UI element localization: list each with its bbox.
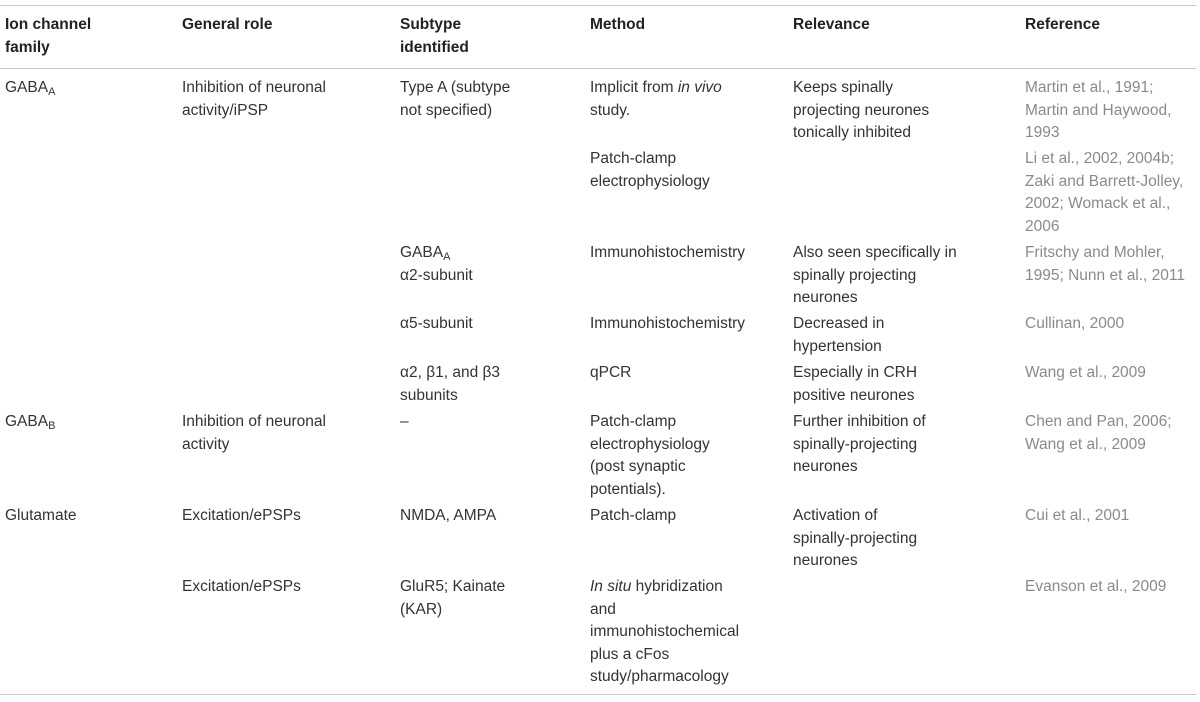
method-text: potentials). [590,480,666,498]
method-text: study/pharmacology [590,668,729,685]
header-ion-channel-family [5,14,91,59]
subtype-alpha2-beta1-beta3 [400,362,500,407]
relevance-text: spinally projecting [793,266,917,284]
relevance-text: Decreased in [793,315,885,332]
relevance-text: Further inhibition of [793,413,926,430]
method-text: immunohistochemical [590,623,740,640]
relevance-text: neurones [793,289,858,306]
method-qpcr: qPCR [590,364,632,381]
method-text: Patch-clamp [590,413,677,430]
family-subscript: B [48,420,56,432]
subtype-text: α2, β1, and β3 [400,364,501,381]
family-gaba-b [5,411,55,434]
family-gaba-a [5,77,55,100]
method-text: (post synaptic [590,458,686,475]
method-text: electrophysiology [590,435,710,453]
role-text: Inhibition of neuronal [182,413,326,430]
subtype-text: α2-subunit [400,266,473,284]
family-subscript: A [48,86,56,98]
subtype-text: GluR5; Kainate [400,578,506,595]
reference-text: Zaki and Barrett-Jolley, [1025,172,1184,190]
relevance-further-inhibition [793,411,926,479]
method-immunohistochemistry: Immunohistochemistry [590,244,746,261]
header-subtype-identified [400,14,469,59]
reference-wang: Wang et al., 2009 [1025,364,1146,381]
relevance-text: spinally-projecting [793,529,918,547]
relevance-text: tonically inhibited [793,124,912,141]
method-text: and [590,600,616,618]
relevance-text: neurones [793,458,858,475]
reference-text: Martin and Haywood, [1025,101,1172,119]
reference-text: 2002; Womack et al., [1025,195,1171,212]
bottom-rule [0,694,1196,695]
subtype-text: subunits [400,386,458,404]
reference-text: Martin et al., 1991; [1025,79,1154,96]
role-excitation: Excitation/ePSPs [182,578,301,595]
subtype-none: – [400,413,409,430]
method-implicit-in-vivo [590,77,722,122]
role-text: activity/iPSP [182,101,269,119]
reference-martin [1025,77,1171,145]
reference-text: Chen and Pan, 2006; [1025,413,1172,430]
reference-fritschy-nunn [1025,242,1185,287]
method-text: Patch-clamp [590,150,677,167]
relevance-spinally-projecting [793,242,957,310]
header-text: identified [400,38,469,56]
relevance-text: Especially in CRH [793,364,918,381]
reference-text: 1995; Nunn et al., 2011 [1025,266,1186,284]
family-glutamate: Glutamate [5,507,77,524]
family-text: GABA [5,79,49,96]
subtype-glur5-kainate [400,576,505,621]
relevance-text: spinally-projecting [793,435,918,453]
relevance-text: projecting neurones [793,101,930,119]
method-italic-text: in vivo [677,79,722,96]
method-patch-clamp-electrophysiology [590,148,710,193]
header-text: Ion channel [5,16,92,33]
relevance-text: Keeps spinally [793,79,893,96]
subtype-text-part: GABA [400,244,444,261]
role-text: Inhibition of neuronal [182,79,326,96]
reference-evanson: Evanson et al., 2009 [1025,578,1167,595]
role-text: activity [182,435,230,453]
reference-text: Li et al., 2002, 2004b; [1025,150,1175,167]
header-general-role: General role [182,16,273,33]
method-patch-clamp-post-synaptic [590,411,710,501]
subtype-gaba-a-alpha2 [400,242,473,287]
subtype-alpha5: α5-subunit [400,315,473,332]
method-in-situ-hybridization [590,576,739,689]
reference-chen-pan-wang [1025,411,1172,456]
subtype-text: (KAR) [400,600,443,618]
reference-li-zaki-womack [1025,148,1183,238]
relevance-text: neurones [793,552,858,569]
method-text [590,576,739,599]
relevance-tonically-inhibited [793,77,929,145]
subtype-type-a [400,77,510,122]
method-patch-clamp: Patch-clamp [590,507,677,524]
reference-text: 2006 [1025,217,1060,235]
relevance-text: Activation of [793,507,878,524]
method-text: plus a cFos [590,645,670,663]
subtype-nmda-ampa: NMDA, AMPA [400,507,497,524]
relevance-activation [793,505,917,573]
method-text: study. [590,101,631,119]
relevance-text: hypertension [793,337,882,355]
role-gaba-b [182,411,326,456]
method-italic-text: In situ [590,578,632,595]
method-text-part: hybridization [631,578,723,595]
method-immunohistochemistry: Immunohistochemistry [590,315,746,332]
reference-cullinan: Cullinan, 2000 [1025,315,1125,332]
family-text: GABA [5,413,49,430]
header-rule [0,68,1196,69]
relevance-text: positive neurones [793,386,915,404]
header-reference: Reference [1025,16,1100,33]
header-text: Subtype [400,16,462,33]
top-rule [0,5,1196,6]
role-excitation: Excitation/ePSPs [182,507,301,524]
reference-text: Wang et al., 2009 [1025,435,1146,453]
relevance-text: Also seen specifically in [793,244,957,261]
relevance-crh-positive [793,362,917,407]
reference-text: Fritschy and Mohler, [1025,244,1165,261]
subtype-text: not specified) [400,101,493,119]
header-text: family [5,38,50,56]
subtype-text [400,242,473,265]
reference-cui: Cui et al., 2001 [1025,507,1130,524]
header-method: Method [590,16,646,33]
method-text [590,77,722,100]
subtype-text: Type A (subtype [400,79,511,96]
header-relevance: Relevance [793,16,870,33]
method-text-part: Implicit from [590,79,678,96]
subtype-subscript: A [443,251,451,263]
role-gaba-a [182,77,326,122]
relevance-decreased-hypertension [793,313,884,358]
method-text: electrophysiology [590,172,710,190]
reference-text: 1993 [1025,124,1060,141]
